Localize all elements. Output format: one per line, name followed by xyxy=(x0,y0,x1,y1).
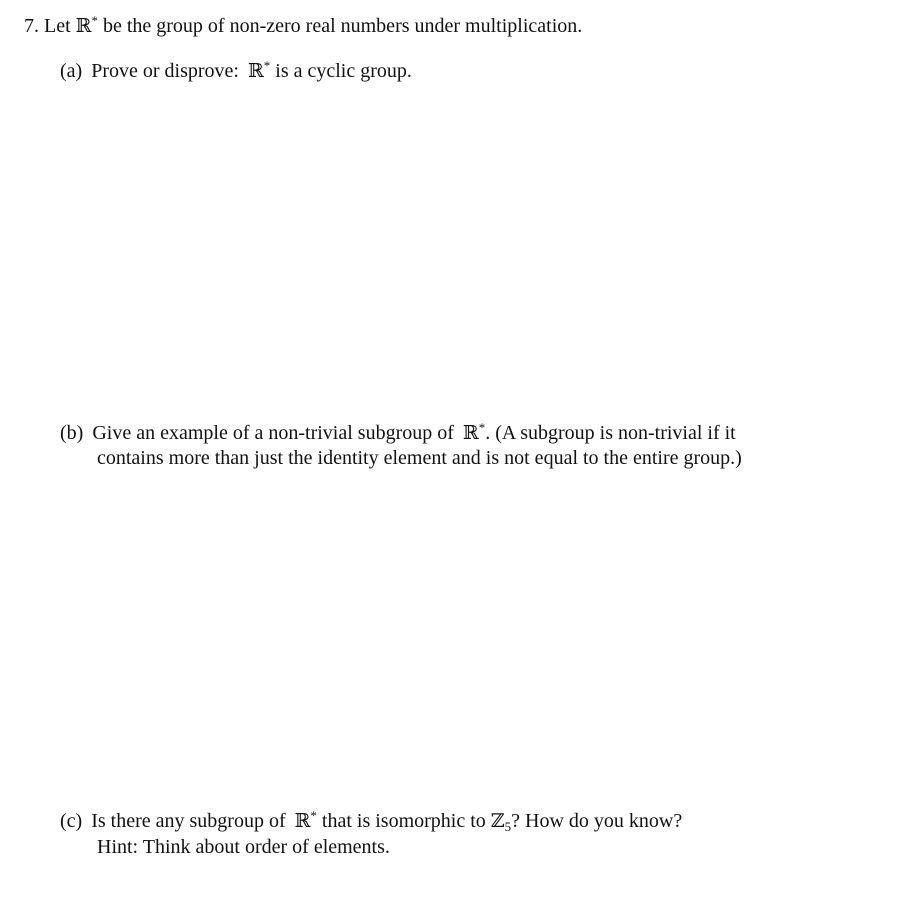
problem-statement xyxy=(24,14,582,38)
part-b-line1-after: . (A subgroup is non-trivial if it xyxy=(485,422,736,444)
z-subscript: 5 xyxy=(504,819,512,834)
part-c-line1-after: ? How do you know? xyxy=(511,810,683,832)
problem-intro-before: Let xyxy=(44,15,71,37)
part-b-question-line1 xyxy=(60,421,736,445)
part-b-line2: contains more than just the identity element and is not equal to the entire group.) xyxy=(97,447,742,469)
part-b-line1-before: Give an example of a non-trivial subgroup of xyxy=(92,422,454,444)
part-a-label: (a) xyxy=(60,60,83,82)
part-c-question-line2 xyxy=(97,835,390,859)
part-a-answer-space[interactable] xyxy=(0,95,908,415)
part-a-text-before: Prove or disprove: xyxy=(91,60,239,82)
part-b-answer-space[interactable] xyxy=(0,480,908,800)
problem-intro-after: be the group of non-zero real numbers under multiplication. xyxy=(102,15,583,37)
part-c-label: (c) xyxy=(60,810,83,832)
star-superscript: * xyxy=(263,58,271,73)
reals-symbol: ℝ xyxy=(294,810,311,832)
star-superscript: * xyxy=(91,13,98,28)
reals-symbol: ℝ xyxy=(247,60,264,82)
star-superscript: * xyxy=(310,808,317,823)
part-c-line1-mid: that is isomorphic to xyxy=(321,810,486,832)
part-c-hint: Hint: Think about order of elements. xyxy=(97,836,390,858)
part-a-text-after: is a cyclic group. xyxy=(275,60,412,82)
part-b-question-line2 xyxy=(97,446,742,470)
part-c-question-line1 xyxy=(60,809,682,833)
reals-symbol: ℝ xyxy=(75,15,92,37)
reals-symbol: ℝ xyxy=(462,422,479,444)
problem-number: 7. xyxy=(24,15,39,37)
part-a-question xyxy=(60,59,412,83)
part-c-line1-before: Is there any subgroup of xyxy=(91,810,286,832)
star-superscript: * xyxy=(478,420,486,435)
integers-symbol: ℤ xyxy=(490,810,505,832)
part-b-label: (b) xyxy=(60,422,84,444)
